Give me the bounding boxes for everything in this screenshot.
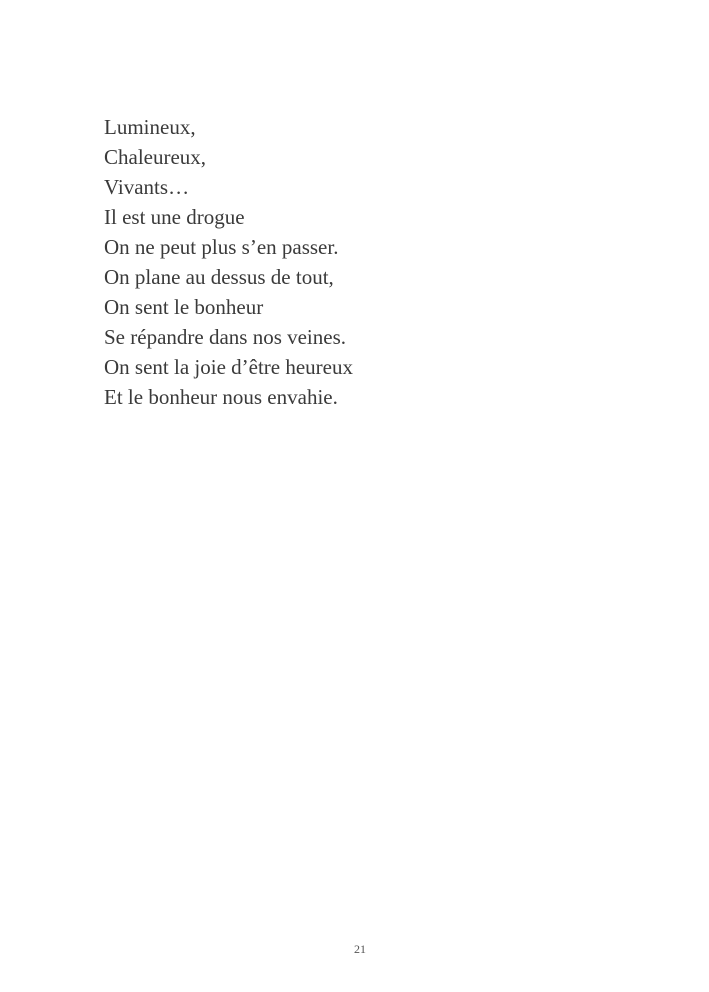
page-number: 21 (354, 942, 366, 956)
poem-line: Se répandre dans nos veines. (104, 325, 347, 349)
poem-line: Chaleureux, (104, 145, 207, 169)
poem-line: On sent le bonheur (104, 295, 264, 319)
poem-line: On sent la joie d’être heureux (104, 355, 353, 379)
poem-line: Lumineux, (104, 115, 196, 139)
poem-line: On plane au dessus de tout, (104, 265, 334, 289)
poem-stanza (104, 112, 353, 412)
poem-line: Vivants… (104, 175, 190, 199)
poem-line: On ne peut plus s’en passer. (104, 235, 339, 259)
poem-line: Et le bonheur nous envahie. (104, 385, 338, 409)
poem-line: Il est une drogue (104, 205, 245, 229)
